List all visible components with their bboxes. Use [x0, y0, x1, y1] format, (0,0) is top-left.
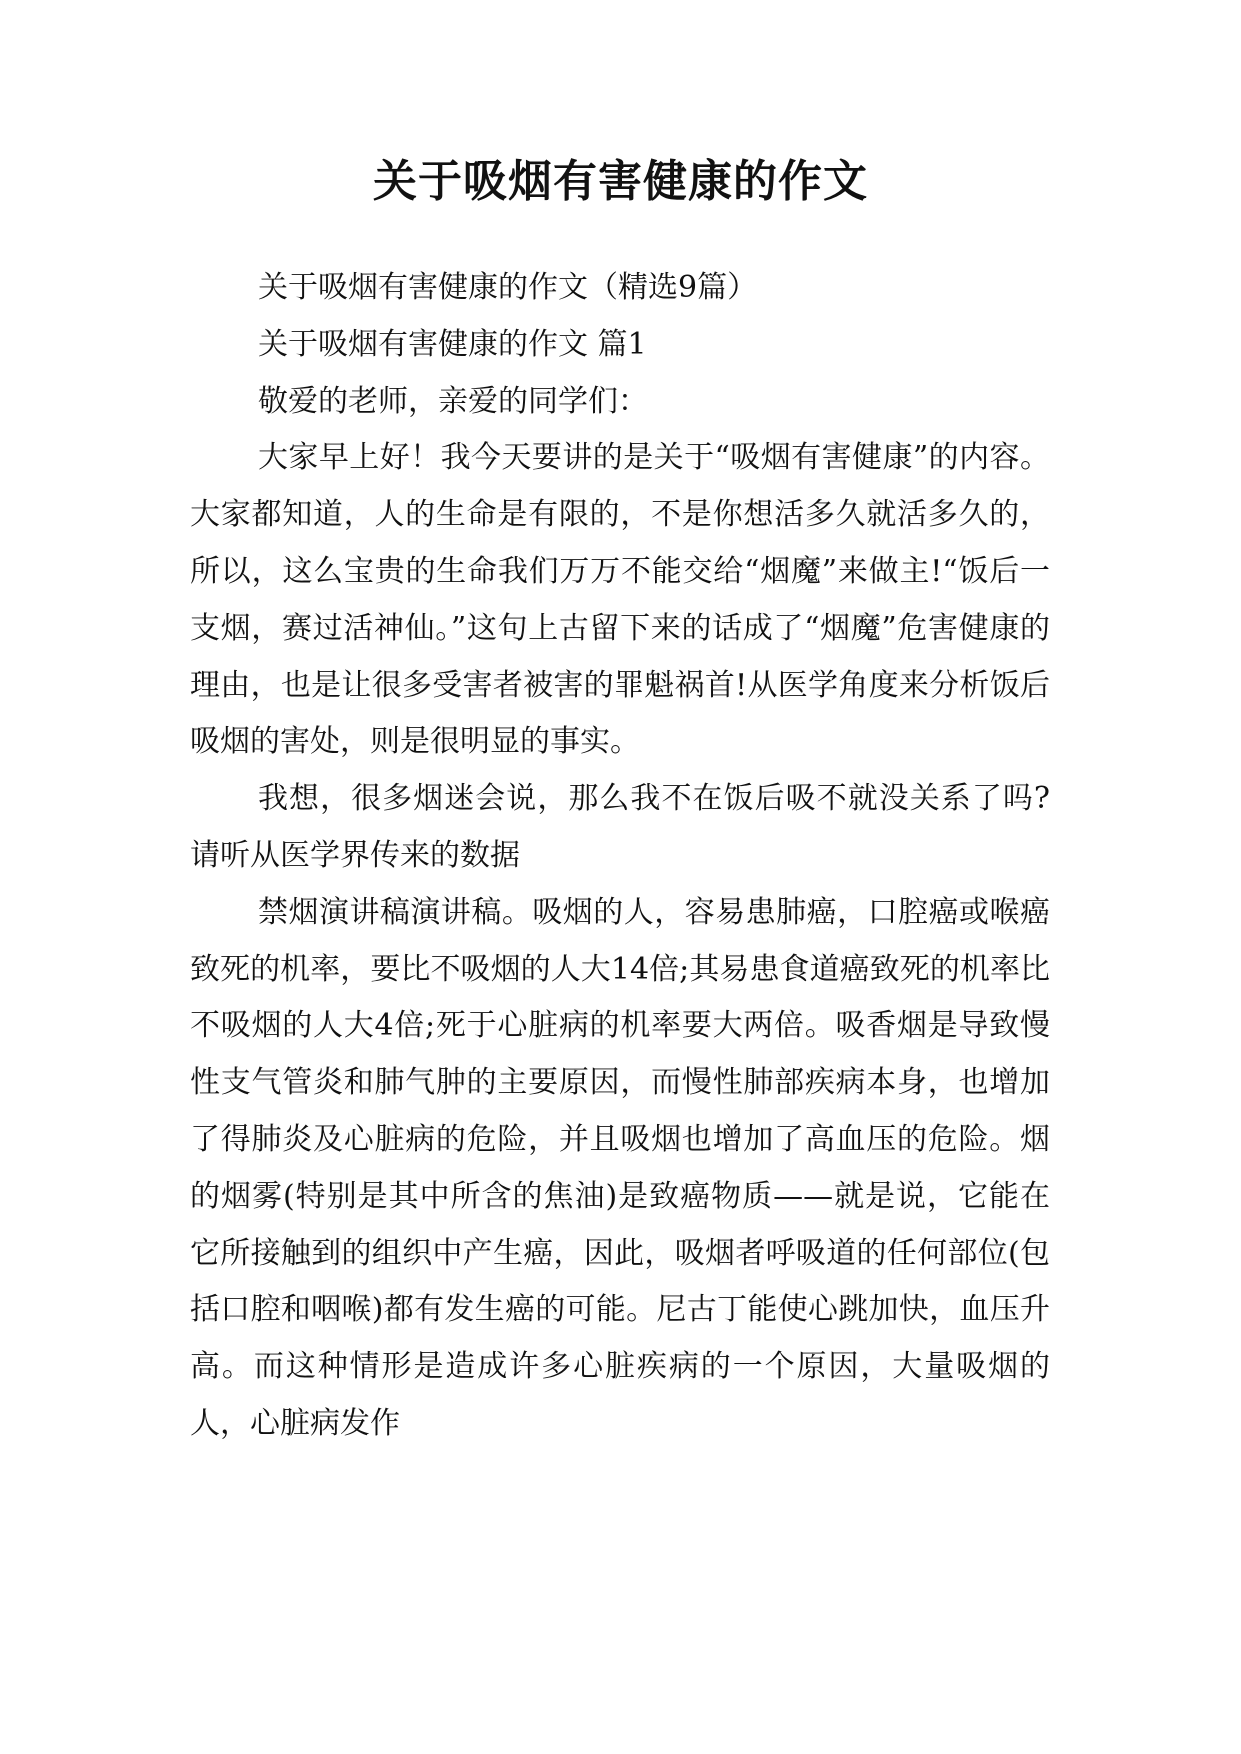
body-paragraph: 禁烟演讲稿演讲稿。吸烟的人，容易患肺癌，口腔癌或喉癌致死的机率，要比不吸烟的人大14倍;其易患食道癌致死的机率比不吸烟的人大4倍;死于心脏病的机率要大两倍。吸香烟是导致慢性支气管炎和肺气肿的主要原因，而慢性肺部疾病本身，也增加了得肺炎及心脏病的危险，并且吸烟也增加了高血压的危险。烟的烟雾(特别是其中所含的焦油)是致癌物质——就是说，它能在它所接触到的组织中产生癌，因此，吸烟者呼吸道的任何部位(包括口腔和咽喉)都有发生癌的可能。尼古丁能使心跳加快，血压升高。而这种情形是造成许多心脏疾病的一个原因，大量吸烟的人，心脏病发作: [190, 894, 1050, 1441]
section-heading: 关于吸烟有害健康的作文 篇1: [258, 326, 647, 362]
salutation: 敬爱的老师，亲爱的同学们：: [258, 383, 648, 419]
document-title: 关于吸烟有害健康的作文: [373, 156, 868, 207]
subtitle-line: 关于吸烟有害健康的作文（精选9篇）: [258, 270, 758, 305]
body-paragraph: 我想，很多烟迷会说，那么我不在饭后吸不就没关系了吗?请听从医学界传来的数据: [190, 781, 1050, 873]
body-paragraph: 大家早上好！我今天要讲的是关于“吸烟有害健康”的内容。 大家都知道，人的生命是有限的，不是你想活多久就活多久的，所以，这么宝贵的生命我们万万不能交给“烟魔”来做主!“饭后一支烟，赛过活神仙。”这句上古留下来的话成了“烟魔”危害健康的理由，也是让很多受害者被害的罪魁祸首!从医学角度来分析饭后吸烟的害处，则是很明显的事实。: [190, 440, 1050, 760]
document-body: [190, 260, 1050, 1453]
